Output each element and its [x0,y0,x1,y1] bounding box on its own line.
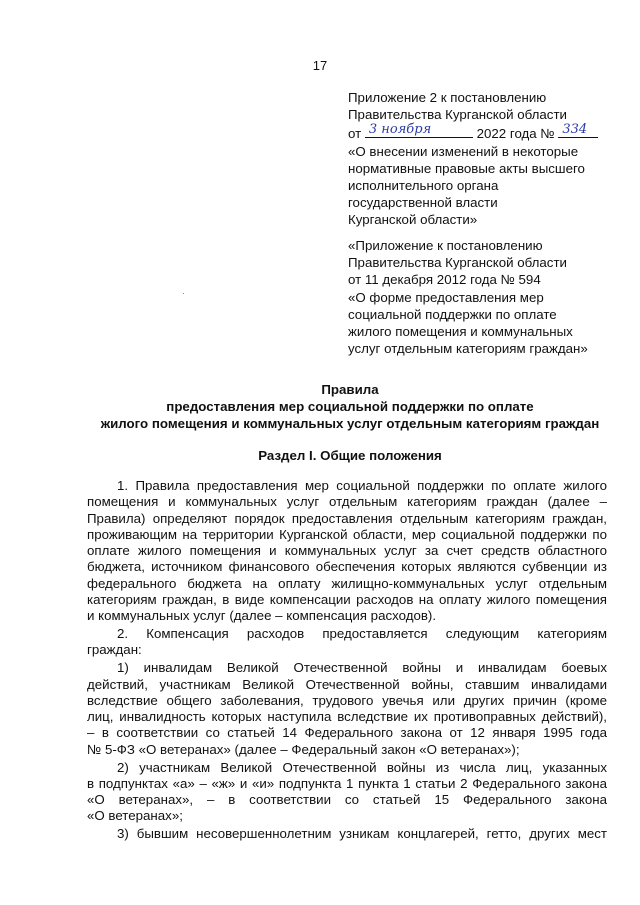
handwritten-number: 334 [562,122,588,138]
body-line: лиц, инвалидность которых наступила вследствие их противоправных действий), [87,709,607,725]
body-line: «О ветеранах»; [87,808,183,824]
annex-line: от 11 декабря 2012 года № 594 [348,272,541,288]
body-line: в подпунктах «а» – «ж» и «и» подпункта 1 пункта 1 статьи 2 Федерального закона [87,775,607,791]
annex-line: услуг отдельным категориям граждан» [348,341,588,357]
annex-line: Приложение 2 к постановлению [348,90,547,105]
body-line: 1. Правила предоставления мер социальной поддержки по оплате жилого [117,478,607,493]
title-line: Правила [321,382,379,397]
annex-line: государственной власти [348,195,498,211]
date-suffix: 2022 года № [476,126,555,142]
annex-line: социальной поддержки по оплате [348,306,557,322]
annex-header [348,89,610,229]
title-line: предоставления мер социальной поддержки по оплате [166,399,534,414]
body-line: № 5-ФЗ «О ветеранах» (далее – Федеральный закон «О ветеранах»); [87,741,520,757]
body-line: и коммунальных услуг (далее – компенсация расходов). [87,608,437,624]
annex-line: Курганской области» [348,212,478,228]
annex-line: «О внесении изменений в некоторые [348,143,579,159]
body-line: 1) инвалидам Великой Отечественной войны и инвалидам боевых [117,660,607,676]
body-line: 3) бывшим несовершеннолетним узникам концлагерей, гетто, других мест [117,826,607,842]
body-line: «О ветеранах», – в соответствии со статьей 15 Федерального закона [87,792,607,808]
body-line: 2. Компенсация расходов предоставляется следующим категориям [117,626,607,642]
body-line: действий, участникам Великой Отечественной войны, ставшим инвалидами [87,676,607,692]
date-blank [365,123,473,138]
body-line: помещения и коммунальных услуг отдельным категориям граждан (далее – [87,494,607,510]
body-line: проживающим на территории Курганской области, мер социальной поддержки по [87,526,607,542]
annex-line: Правительства Курганской области [348,255,567,271]
annex-line: жилого помещения и коммунальных [348,324,573,340]
body-line: Правила) определяют порядок предоставления отдельным категориям граждан, [87,510,607,526]
body-line: – в соответствии со статьей 14 Федерального закона от 12 января 1995 года [87,725,607,741]
body-line: федерального бюджета на оплату жилищно-коммунальных услуг отдельным [87,575,607,591]
section-title: Раздел I. Общие положения [258,448,442,463]
body-line: 2) участникам Великой Отечественной войны из числа лиц, указанных [117,759,607,775]
document-title [50,381,640,432]
annex-date-line [348,123,610,142]
scan-speck [183,293,184,294]
previous-annex-header [348,237,610,357]
body-text [87,478,607,843]
title-line: жилого помещения и коммунальных услуг отдельным категориям граждан [100,416,600,431]
body-line: категориям граждан, в виде компенсации расходов на оплату жилого помещения [87,592,607,608]
date-prefix: от [348,126,362,142]
page-number: 17 [312,58,328,73]
annex-line: исполнительного органа [348,178,499,194]
annex-line: Правительства Курганской области [348,107,567,123]
body-line: граждан: [87,642,142,658]
body-line: бюджета, источником финансового обеспечения которых являются субвенции из [87,559,607,575]
annex-line: «Приложение к постановлению [348,238,543,253]
annex-line: «О форме предоставления мер [348,289,544,305]
body-line: оплате жилого помещения и коммунальных услуг за счет средств областного [87,543,607,559]
handwritten-date: 3 ноября [368,122,432,138]
number-blank [558,123,598,138]
body-line: вследствие общего заболевания, трудового увечья или других причин (кроме [87,692,607,708]
annex-line: нормативные правовые акты высшего [348,160,585,176]
